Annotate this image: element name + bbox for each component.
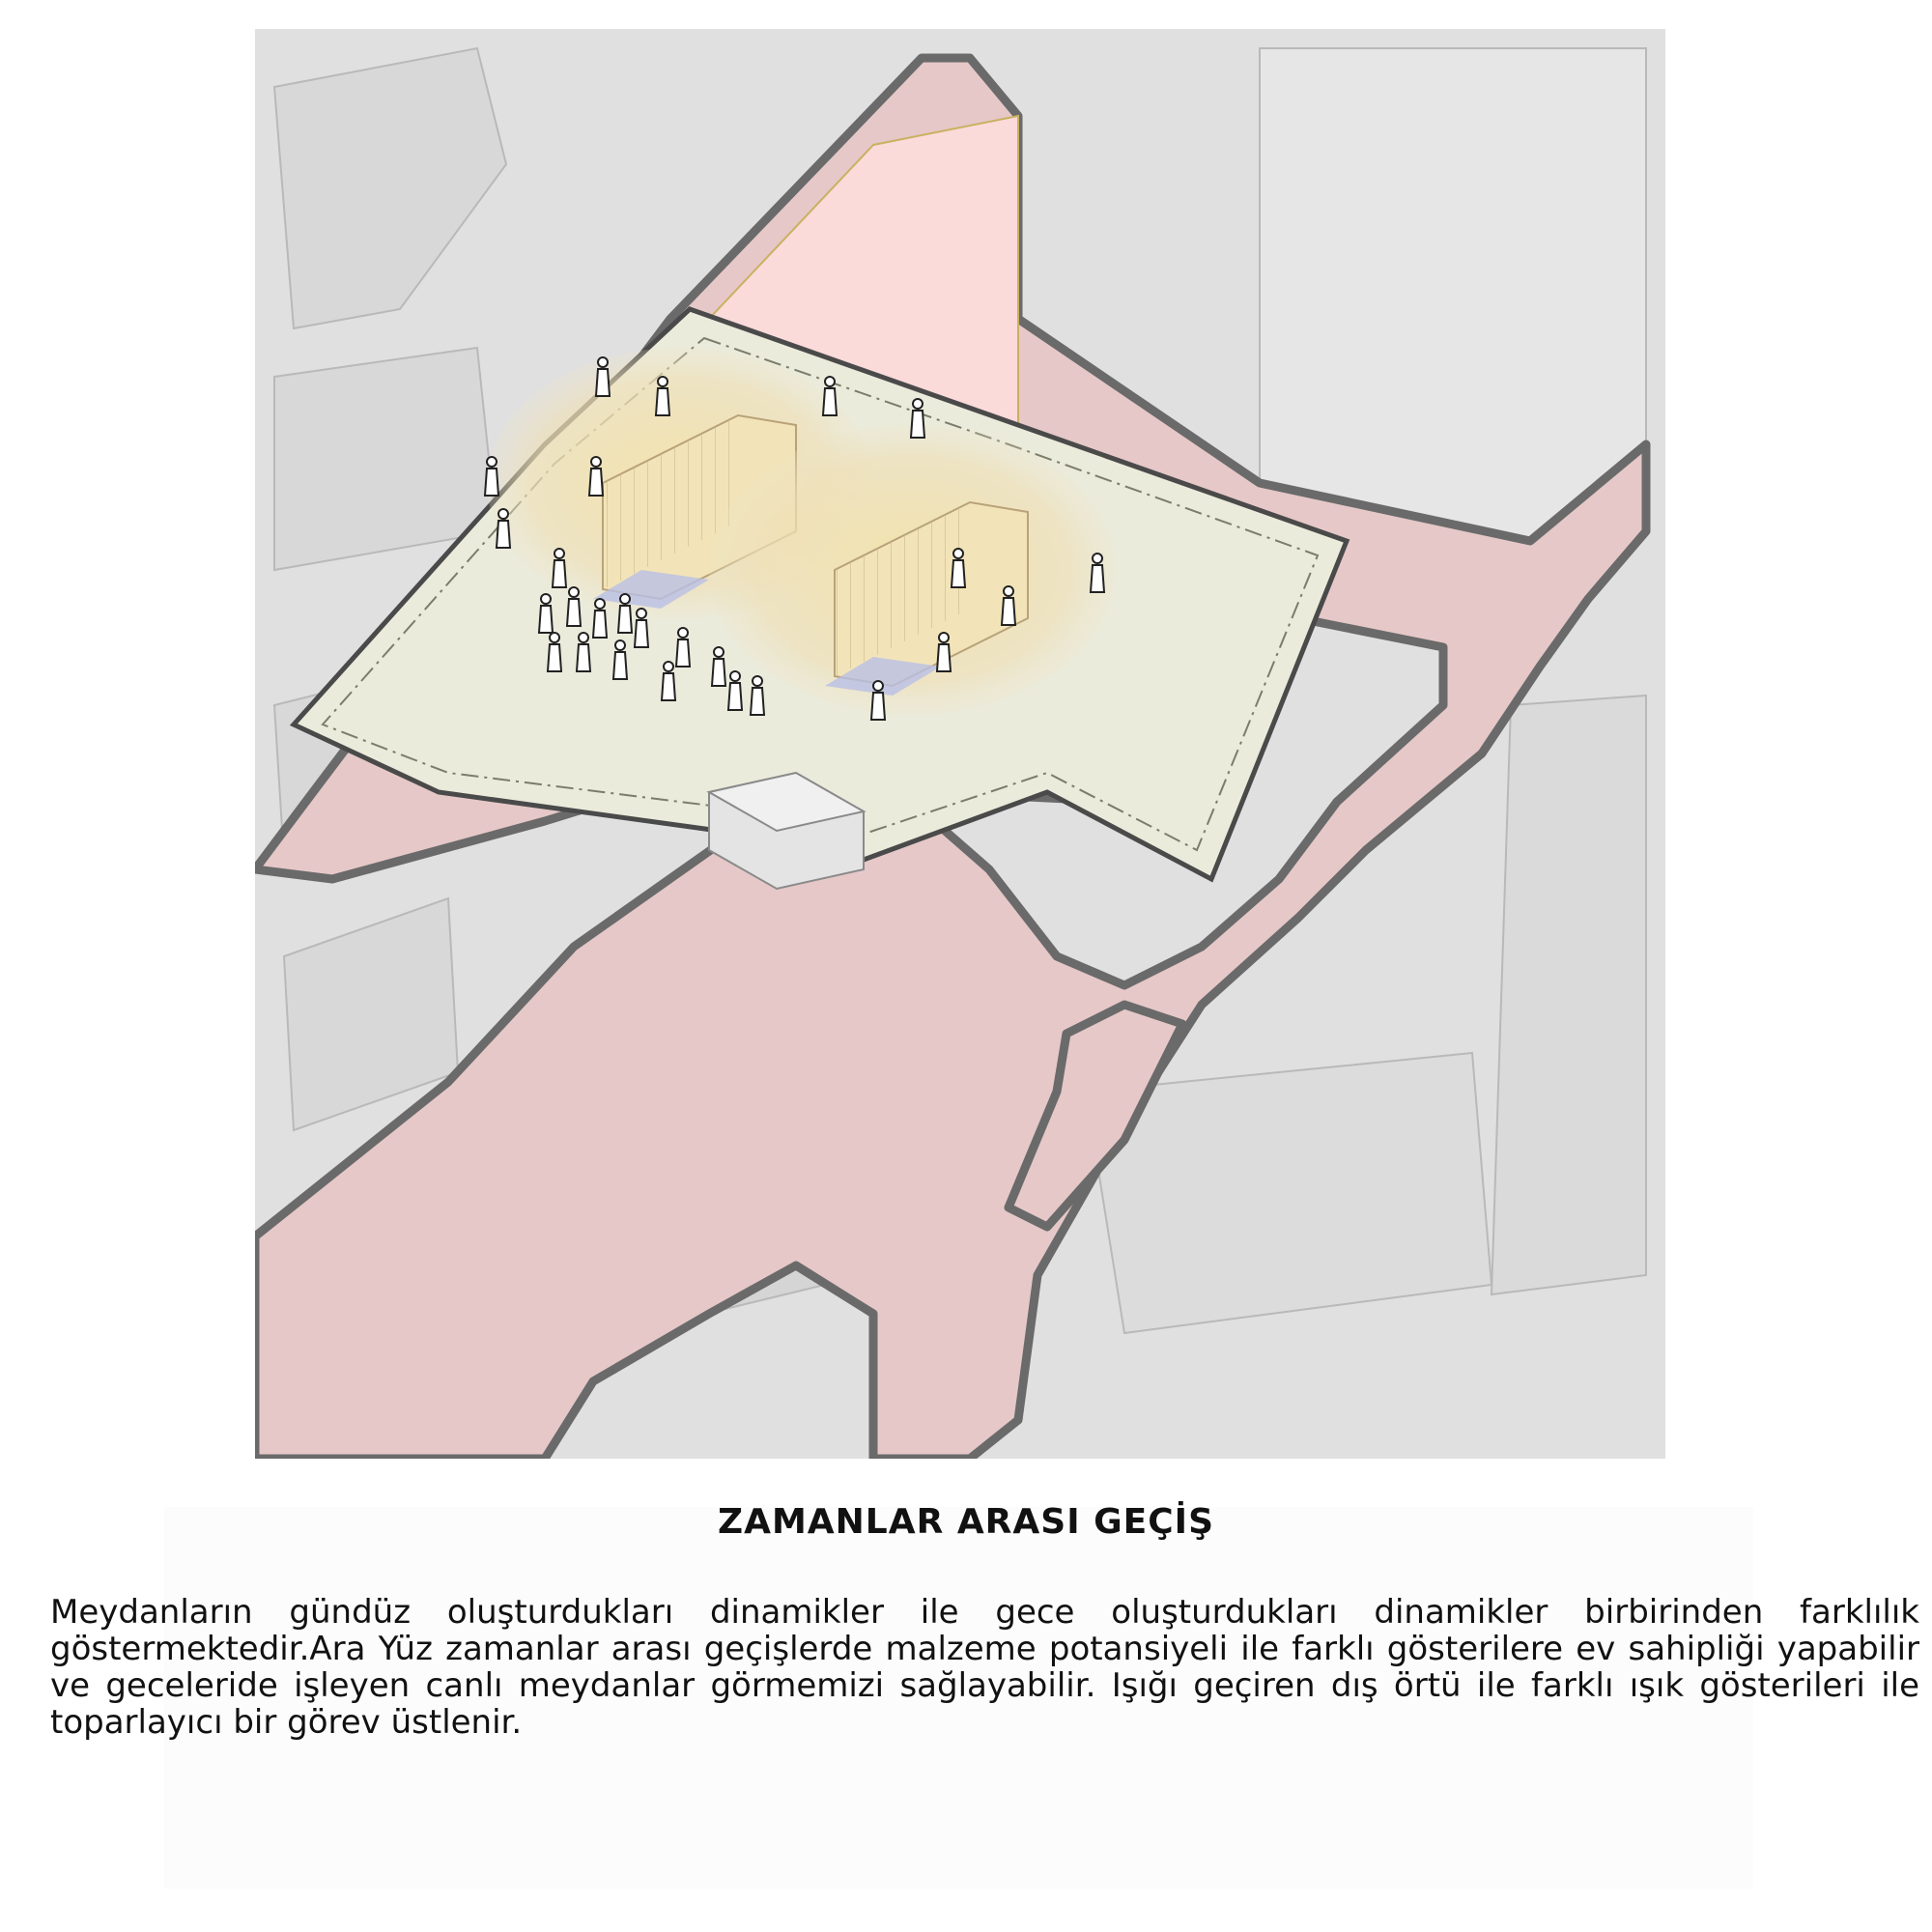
person-figure (485, 457, 498, 496)
person-figure (662, 662, 675, 700)
person-figure (548, 633, 561, 671)
caption-body: Meydanların gündüz oluşturdukları dinamikler ile gece oluşturdukları dinamikler birbirinden farklılık göstermektedir.Ara Yüz zamanlar arası geçişlerde malzeme potansiyeli ile farklı gösterilere ev sahipliği yapabilir ve geceleride işleyen canlı meydanlar görmemizi sağlayabilir. Işığı geçiren dış örtü ile farklı ışık gösterileri ile toparlayıcı bir görev üstlenir. (50, 1593, 1919, 1742)
person-figure (618, 594, 632, 633)
person-figure (1002, 586, 1015, 625)
person-figure (823, 377, 837, 415)
person-figure (911, 399, 924, 438)
pavilion-right (709, 425, 1115, 715)
person-figure (676, 628, 690, 667)
person-figure (952, 549, 965, 587)
person-figure (712, 647, 725, 686)
caption-title: ZAMANLAR ARASI GEÇİŞ (717, 1502, 1214, 1542)
person-figure (553, 549, 566, 587)
person-figure (751, 676, 764, 715)
person-figure (589, 457, 603, 496)
person-figure (596, 357, 610, 396)
person-figure (656, 377, 669, 415)
person-figure (728, 671, 742, 710)
person-figure (635, 609, 648, 647)
person-figure (937, 633, 951, 671)
person-figure (567, 587, 581, 626)
person-figure (613, 640, 627, 679)
person-figure (577, 633, 590, 671)
site-axonometric-drawing (255, 29, 1665, 1459)
person-figure (1091, 554, 1104, 592)
person-figure (539, 594, 553, 633)
person-figure (593, 599, 607, 638)
person-figure (871, 681, 885, 720)
person-figure (497, 509, 510, 548)
